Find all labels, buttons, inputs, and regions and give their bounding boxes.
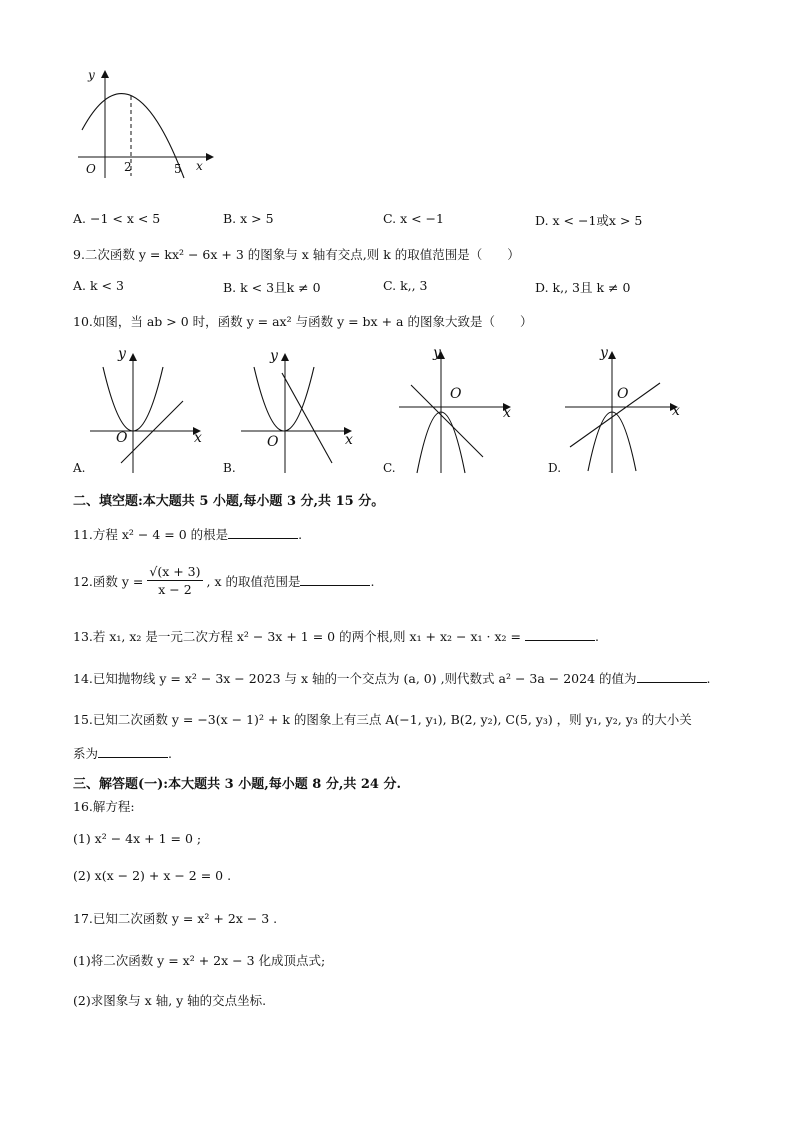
q15-answer-blank[interactable] <box>98 745 168 758</box>
section-3-heading: 三、解答题(一):本大题共 3 小题,每小题 8 分,共 24 分. <box>73 777 402 792</box>
q15-line1: 15.已知二次函数 y = −3(x − 1)² + k 的图象上有三点 A(−1, y₁), B(2, y₂), C(5, y₃) ，则 y₁, y₂, y₃ 的大小关 <box>73 712 692 727</box>
q10-a-y-label: y <box>118 346 126 362</box>
q10-text: 10.如图，当 ab > 0 时，函数 y = ax² 与函数 y = bx + a 的图象大致是（ ） <box>73 314 533 329</box>
q10-c-y-label: y <box>433 345 441 361</box>
q13-answer-blank[interactable] <box>525 628 595 641</box>
q12-denominator: x − 2 <box>158 582 192 597</box>
q11-text: 11.方程 x² − 4 = 0 的根是 <box>73 527 229 542</box>
q12-numerator: √(x + 3) <box>149 564 201 579</box>
q9-option-a: A. k < 3 <box>73 278 124 293</box>
q10-option-b-label: B. <box>223 461 236 475</box>
q8-graph-x-label: x <box>196 159 203 173</box>
q12-fraction <box>147 564 202 597</box>
q11: 11.方程 x² − 4 = 0 的根是 . <box>73 527 303 542</box>
q10-d-y-label: y <box>600 345 608 361</box>
q12-prefix: 12.函数 y = <box>73 574 144 589</box>
q9-option-c: C. k,, 3 <box>383 278 428 293</box>
q10-b-y-label: y <box>270 348 278 364</box>
q10-graph-a <box>85 345 210 475</box>
q8-option-d: D. x < −1或x > 5 <box>535 213 643 228</box>
q9-text: 9.二次函数 y = kx² − 6x + 3 的图象与 x 轴有交点,则 k 的取值范围是（ ） <box>73 247 520 262</box>
q8-graph-tick-2: 2 <box>124 160 132 174</box>
q8-graph-tick-5: 5 <box>174 162 182 176</box>
q8-option-b: B. x > 5 <box>223 211 274 226</box>
section-2-heading: 二、填空题:本大题共 5 小题,每小题 3 分,共 15 分。 <box>73 494 385 509</box>
q9-option-b: B. k < 3且k ≠ 0 <box>223 280 321 295</box>
q10-option-a-label: A. <box>73 461 86 475</box>
q10-graph-d <box>560 345 685 475</box>
q10-b-x-label: x <box>345 432 353 448</box>
q8-option-a: A. −1 < x < 5 <box>73 211 161 226</box>
q16-part-2: (2) x(x − 2) + x − 2 = 0 . <box>73 868 232 883</box>
q10-c-origin-label: O <box>450 386 462 402</box>
q13: 13.若 x₁, x₂ 是一元二次方程 x² − 3x + 1 = 0 的两个根,则 x₁ + x₂ − x₁ · x₂ = . <box>73 629 599 644</box>
q10-graph-c <box>395 345 520 475</box>
q13-text: 13.若 x₁, x₂ 是一元二次方程 x² − 3x + 1 = 0 的两个根,则 x₁ + x₂ − x₁ · x₂ = <box>73 629 521 644</box>
q12: 12.函数 y = $\frac{√(x + 3)}{x - 2}$ , x 的取值范围是 . <box>73 564 375 597</box>
q10-c-x-label: x <box>503 405 511 421</box>
q10-a-x-label: x <box>194 430 202 446</box>
q9-option-d: D. k,, 3且 k ≠ 0 <box>535 280 631 295</box>
q8-option-c: C. x < −1 <box>383 211 444 226</box>
q14-answer-blank[interactable] <box>637 670 707 683</box>
q10-d-x-label: x <box>672 403 680 419</box>
q11-answer-blank[interactable] <box>228 526 298 539</box>
q12-suffix: , x 的取值范围是 <box>206 574 301 589</box>
q10-b-origin-label: O <box>267 434 279 450</box>
q14: 14.已知抛物线 y = x² − 3x − 2023 与 x 轴的一个交点为 (a, 0) ,则代数式 a² − 3a − 2024 的值为 . <box>73 671 711 686</box>
q8-graph-y-label: y <box>88 68 95 82</box>
q16-part-1: (1) x² − 4x + 1 = 0 ; <box>73 831 202 846</box>
q17-text: 17.已知二次函数 y = x² + 2x − 3 . <box>73 911 278 926</box>
q14-text: 14.已知抛物线 y = x² − 3x − 2023 与 x 轴的一个交点为 (a, 0) ,则代数式 a² − 3a − 2024 的值为 <box>73 671 637 686</box>
q17-part-1: (1)将二次函数 y = x² + 2x − 3 化成顶点式; <box>73 953 326 968</box>
q10-graph-b <box>238 345 363 475</box>
q16-text: 16.解方程: <box>73 799 135 814</box>
q15-line2-wrap: 系为 . <box>73 746 172 761</box>
q15-line2: 系为 <box>73 746 99 761</box>
q10-a-origin-label: O <box>116 430 128 446</box>
q10-d-origin-label: O <box>617 386 629 402</box>
q8-graph-origin-label: O <box>86 162 96 176</box>
q17-part-2: (2)求图象与 x 轴, y 轴的交点坐标. <box>73 993 267 1008</box>
q10-option-c-label: C. <box>383 461 396 475</box>
q10-option-d-label: D. <box>548 461 562 475</box>
q12-answer-blank[interactable] <box>300 573 370 586</box>
